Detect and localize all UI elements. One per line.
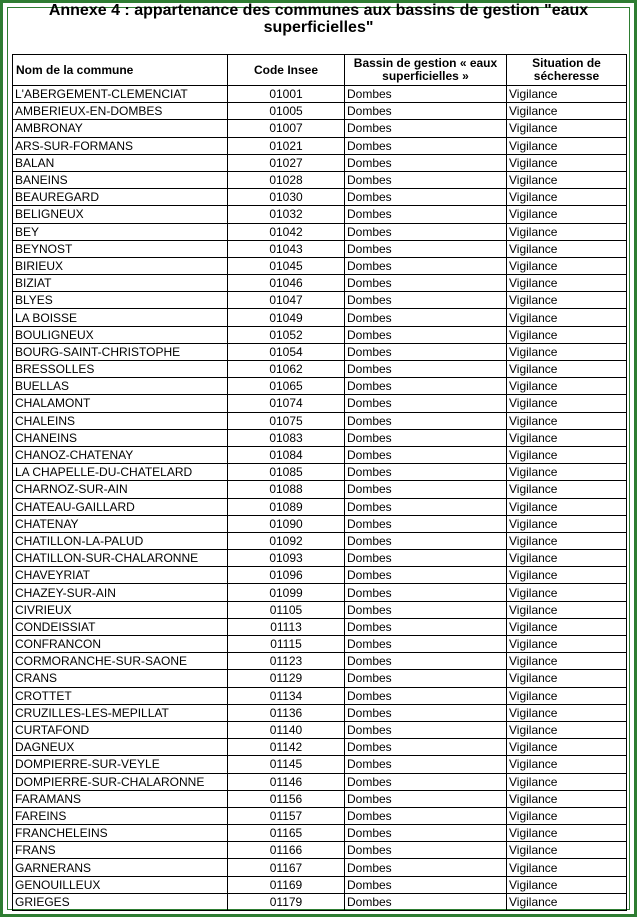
cell-commune: BOURG-SAINT-CHRISTOPHE [13, 343, 228, 360]
cell-bassin: Dombes [345, 275, 507, 292]
cell-situation: Vigilance [507, 326, 627, 343]
cell-commune: BALAN [13, 154, 228, 171]
cell-bassin: Dombes [345, 361, 507, 378]
cell-commune: GENOUILLEUX [13, 876, 228, 893]
cell-bassin: Dombes [345, 893, 507, 910]
cell-code-insee: 01021 [228, 137, 345, 154]
cell-bassin: Dombes [345, 687, 507, 704]
cell-commune: CHATEAU-GAILLARD [13, 498, 228, 515]
table-row [13, 704, 627, 721]
cell-situation: Vigilance [507, 893, 627, 910]
cell-code-insee: 01032 [228, 206, 345, 223]
cell-code-insee: 01074 [228, 395, 345, 412]
table-row [13, 412, 627, 429]
table-row [13, 240, 627, 257]
table-row [13, 893, 627, 910]
cell-commune: DAGNEUX [13, 739, 228, 756]
cell-situation: Vigilance [507, 154, 627, 171]
cell-situation: Vigilance [507, 189, 627, 206]
cell-commune: BEAUREGARD [13, 189, 228, 206]
cell-commune: CHARNOZ-SUR-AIN [13, 481, 228, 498]
table-row [13, 567, 627, 584]
cell-bassin: Dombes [345, 171, 507, 188]
cell-commune: ARS-SUR-FORMANS [13, 137, 228, 154]
table-row [13, 636, 627, 653]
cell-commune: FRANS [13, 842, 228, 859]
cell-code-insee: 01096 [228, 567, 345, 584]
table-row [13, 275, 627, 292]
cell-code-insee: 01169 [228, 876, 345, 893]
cell-commune: LA BOISSE [13, 309, 228, 326]
cell-code-insee: 01156 [228, 790, 345, 807]
cell-commune: BIRIEUX [13, 257, 228, 274]
cell-code-insee: 01142 [228, 739, 345, 756]
table-row [13, 154, 627, 171]
cell-commune: BELIGNEUX [13, 206, 228, 223]
cell-code-insee: 01140 [228, 721, 345, 738]
cell-situation: Vigilance [507, 515, 627, 532]
cell-situation: Vigilance [507, 618, 627, 635]
cell-situation: Vigilance [507, 653, 627, 670]
cell-commune: CONFRANCON [13, 636, 228, 653]
cell-bassin: Dombes [345, 876, 507, 893]
cell-bassin: Dombes [345, 653, 507, 670]
cell-bassin: Dombes [345, 446, 507, 463]
cell-situation: Vigilance [507, 567, 627, 584]
table-row [13, 876, 627, 893]
cell-bassin: Dombes [345, 481, 507, 498]
table-row [13, 532, 627, 549]
cell-commune: BRESSOLLES [13, 361, 228, 378]
cell-code-insee: 01134 [228, 687, 345, 704]
cell-situation: Vigilance [507, 206, 627, 223]
cell-situation: Vigilance [507, 446, 627, 463]
cell-bassin: Dombes [345, 429, 507, 446]
cell-commune: LA CHAPELLE-DU-CHATELARD [13, 464, 228, 481]
cell-situation: Vigilance [507, 171, 627, 188]
table-row [13, 378, 627, 395]
cell-bassin: Dombes [345, 721, 507, 738]
cell-bassin: Dombes [345, 309, 507, 326]
table-row [13, 601, 627, 618]
cell-commune: DOMPIERRE-SUR-CHALARONNE [13, 773, 228, 790]
cell-bassin: Dombes [345, 773, 507, 790]
header-bassin: Bassin de gestion « eaux superficielles » [345, 55, 507, 86]
cell-situation: Vigilance [507, 670, 627, 687]
cell-situation: Vigilance [507, 361, 627, 378]
cell-bassin: Dombes [345, 120, 507, 137]
cell-bassin: Dombes [345, 206, 507, 223]
cell-bassin: Dombes [345, 498, 507, 515]
table-row [13, 481, 627, 498]
header-situation: Situation de sécheresse [507, 55, 627, 86]
cell-bassin: Dombes [345, 670, 507, 687]
cell-situation: Vigilance [507, 807, 627, 824]
cell-bassin: Dombes [345, 412, 507, 429]
cell-situation: Vigilance [507, 481, 627, 498]
cell-bassin: Dombes [345, 257, 507, 274]
cell-code-insee: 01052 [228, 326, 345, 343]
cell-commune: CHATENAY [13, 515, 228, 532]
cell-code-insee: 01028 [228, 171, 345, 188]
cell-code-insee: 01005 [228, 103, 345, 120]
table-row [13, 361, 627, 378]
cell-bassin: Dombes [345, 154, 507, 171]
cell-situation: Vigilance [507, 636, 627, 653]
cell-commune: FRANCHELEINS [13, 825, 228, 842]
cell-bassin: Dombes [345, 532, 507, 549]
cell-code-insee: 01145 [228, 756, 345, 773]
table-row [13, 825, 627, 842]
cell-situation: Vigilance [507, 429, 627, 446]
cell-bassin: Dombes [345, 240, 507, 257]
cell-situation: Vigilance [507, 223, 627, 240]
table-row [13, 309, 627, 326]
cell-code-insee: 01054 [228, 343, 345, 360]
table-row [13, 842, 627, 859]
table-row [13, 859, 627, 876]
cell-situation: Vigilance [507, 532, 627, 549]
cell-commune: CHALAMONT [13, 395, 228, 412]
cell-code-insee: 01113 [228, 618, 345, 635]
cell-bassin: Dombes [345, 137, 507, 154]
cell-commune: BANEINS [13, 171, 228, 188]
cell-code-insee: 01062 [228, 361, 345, 378]
table-row [13, 292, 627, 309]
cell-commune: GARNERANS [13, 859, 228, 876]
table-row [13, 86, 627, 103]
cell-commune: BUELLAS [13, 378, 228, 395]
cell-situation: Vigilance [507, 550, 627, 567]
cell-situation: Vigilance [507, 137, 627, 154]
cell-commune: CORMORANCHE-SUR-SAONE [13, 653, 228, 670]
cell-commune: L'ABERGEMENT-CLEMENCIAT [13, 86, 228, 103]
cell-code-insee: 01165 [228, 825, 345, 842]
table-row [13, 206, 627, 223]
cell-commune: CHAZEY-SUR-AIN [13, 584, 228, 601]
header-code-insee: Code Insee [228, 55, 345, 86]
cell-commune: CONDEISSIAT [13, 618, 228, 635]
cell-commune: CHANOZ-CHATENAY [13, 446, 228, 463]
cell-bassin: Dombes [345, 807, 507, 824]
cell-commune: BIZIAT [13, 275, 228, 292]
cell-situation: Vigilance [507, 498, 627, 515]
table-row [13, 464, 627, 481]
cell-commune: FAREINS [13, 807, 228, 824]
cell-situation: Vigilance [507, 412, 627, 429]
cell-situation: Vigilance [507, 395, 627, 412]
cell-bassin: Dombes [345, 464, 507, 481]
cell-code-insee: 01045 [228, 257, 345, 274]
table-row [13, 550, 627, 567]
cell-situation: Vigilance [507, 343, 627, 360]
cell-code-insee: 01046 [228, 275, 345, 292]
cell-bassin: Dombes [345, 584, 507, 601]
table-row [13, 739, 627, 756]
cell-bassin: Dombes [345, 842, 507, 859]
cell-situation: Vigilance [507, 825, 627, 842]
cell-situation: Vigilance [507, 464, 627, 481]
cell-bassin: Dombes [345, 326, 507, 343]
cell-code-insee: 01115 [228, 636, 345, 653]
cell-code-insee: 01092 [228, 532, 345, 549]
table-row [13, 343, 627, 360]
cell-commune: CIVRIEUX [13, 601, 228, 618]
cell-code-insee: 01123 [228, 653, 345, 670]
cell-code-insee: 01099 [228, 584, 345, 601]
cell-bassin: Dombes [345, 756, 507, 773]
cell-commune: AMBRONAY [13, 120, 228, 137]
cell-situation: Vigilance [507, 601, 627, 618]
table-body [13, 86, 627, 911]
table-row [13, 498, 627, 515]
table-row [13, 807, 627, 824]
table-row [13, 618, 627, 635]
cell-code-insee: 01089 [228, 498, 345, 515]
table-row [13, 670, 627, 687]
cell-situation: Vigilance [507, 704, 627, 721]
cell-bassin: Dombes [345, 550, 507, 567]
cell-code-insee: 01090 [228, 515, 345, 532]
cell-bassin: Dombes [345, 636, 507, 653]
cell-code-insee: 01084 [228, 446, 345, 463]
cell-code-insee: 01166 [228, 842, 345, 859]
cell-code-insee: 01007 [228, 120, 345, 137]
cell-bassin: Dombes [345, 567, 507, 584]
table-row [13, 653, 627, 670]
cell-situation: Vigilance [507, 86, 627, 103]
cell-situation: Vigilance [507, 309, 627, 326]
table-row [13, 137, 627, 154]
cell-bassin: Dombes [345, 223, 507, 240]
cell-code-insee: 01042 [228, 223, 345, 240]
cell-code-insee: 01136 [228, 704, 345, 721]
table-row [13, 223, 627, 240]
cell-situation: Vigilance [507, 756, 627, 773]
cell-commune: CHAVEYRIAT [13, 567, 228, 584]
header-commune: Nom de la commune [13, 55, 228, 86]
table-row [13, 326, 627, 343]
cell-situation: Vigilance [507, 687, 627, 704]
cell-code-insee: 01049 [228, 309, 345, 326]
cell-situation: Vigilance [507, 103, 627, 120]
cell-bassin: Dombes [345, 601, 507, 618]
cell-situation: Vigilance [507, 240, 627, 257]
table-row [13, 395, 627, 412]
cell-bassin: Dombes [345, 86, 507, 103]
cell-code-insee: 01083 [228, 429, 345, 446]
table-row [13, 171, 627, 188]
cell-situation: Vigilance [507, 842, 627, 859]
cell-code-insee: 01085 [228, 464, 345, 481]
cell-commune: CHATILLON-LA-PALUD [13, 532, 228, 549]
cell-code-insee: 01105 [228, 601, 345, 618]
cell-code-insee: 01167 [228, 859, 345, 876]
cell-code-insee: 01157 [228, 807, 345, 824]
cell-bassin: Dombes [345, 825, 507, 842]
cell-commune: AMBERIEUX-EN-DOMBES [13, 103, 228, 120]
cell-bassin: Dombes [345, 859, 507, 876]
table-row [13, 790, 627, 807]
cell-code-insee: 01088 [228, 481, 345, 498]
cell-bassin: Dombes [345, 189, 507, 206]
cell-code-insee: 01129 [228, 670, 345, 687]
cell-bassin: Dombes [345, 515, 507, 532]
table-header-row [13, 55, 627, 86]
table-row [13, 446, 627, 463]
cell-situation: Vigilance [507, 378, 627, 395]
cell-commune: DOMPIERRE-SUR-VEYLE [13, 756, 228, 773]
cell-bassin: Dombes [345, 292, 507, 309]
cell-code-insee: 01179 [228, 893, 345, 910]
table-row [13, 515, 627, 532]
cell-code-insee: 01146 [228, 773, 345, 790]
cell-bassin: Dombes [345, 790, 507, 807]
cell-situation: Vigilance [507, 859, 627, 876]
cell-code-insee: 01047 [228, 292, 345, 309]
cell-commune: CHALEINS [13, 412, 228, 429]
cell-commune: GRIEGES [13, 893, 228, 910]
cell-bassin: Dombes [345, 618, 507, 635]
cell-code-insee: 01043 [228, 240, 345, 257]
table-row [13, 756, 627, 773]
cell-commune: CRUZILLES-LES-MEPILLAT [13, 704, 228, 721]
table-row [13, 429, 627, 446]
cell-bassin: Dombes [345, 103, 507, 120]
table-row [13, 120, 627, 137]
cell-commune: FARAMANS [13, 790, 228, 807]
cell-commune: CROTTET [13, 687, 228, 704]
table-row [13, 687, 627, 704]
cell-bassin: Dombes [345, 343, 507, 360]
cell-situation: Vigilance [507, 584, 627, 601]
cell-situation: Vigilance [507, 275, 627, 292]
cell-situation: Vigilance [507, 292, 627, 309]
communes-table [12, 54, 627, 911]
cell-code-insee: 01093 [228, 550, 345, 567]
table-row [13, 189, 627, 206]
table-row [13, 257, 627, 274]
cell-code-insee: 01001 [228, 86, 345, 103]
cell-code-insee: 01075 [228, 412, 345, 429]
cell-code-insee: 01027 [228, 154, 345, 171]
cell-situation: Vigilance [507, 739, 627, 756]
cell-situation: Vigilance [507, 120, 627, 137]
cell-situation: Vigilance [507, 876, 627, 893]
cell-situation: Vigilance [507, 721, 627, 738]
cell-commune: BEY [13, 223, 228, 240]
table-row [13, 584, 627, 601]
cell-bassin: Dombes [345, 704, 507, 721]
cell-commune: BOULIGNEUX [13, 326, 228, 343]
cell-bassin: Dombes [345, 395, 507, 412]
cell-commune: CHANEINS [13, 429, 228, 446]
cell-situation: Vigilance [507, 773, 627, 790]
cell-commune: BLYES [13, 292, 228, 309]
cell-situation: Vigilance [507, 257, 627, 274]
cell-commune: BEYNOST [13, 240, 228, 257]
cell-commune: CURTAFOND [13, 721, 228, 738]
cell-code-insee: 01065 [228, 378, 345, 395]
table-row [13, 773, 627, 790]
cell-commune: CHATILLON-SUR-CHALARONNE [13, 550, 228, 567]
cell-bassin: Dombes [345, 739, 507, 756]
page-title: Annexe 4 : appartenance des communes aux bassins de gestion "eaux superficielles" [48, 2, 589, 36]
table-row [13, 721, 627, 738]
table-row [13, 103, 627, 120]
cell-code-insee: 01030 [228, 189, 345, 206]
cell-situation: Vigilance [507, 790, 627, 807]
cell-bassin: Dombes [345, 378, 507, 395]
cell-commune: CRANS [13, 670, 228, 687]
